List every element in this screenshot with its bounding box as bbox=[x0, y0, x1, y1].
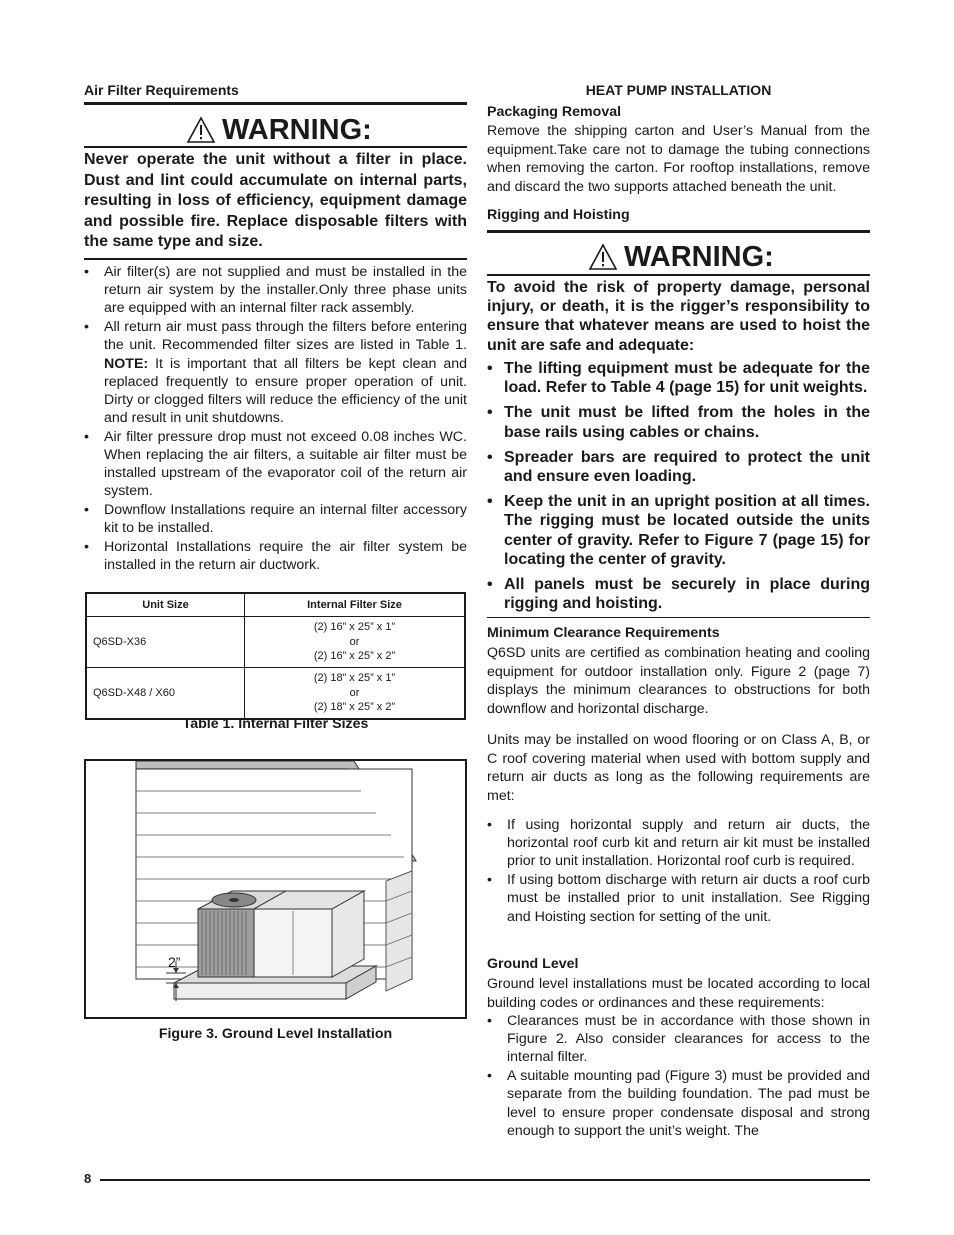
table-header-row bbox=[86, 593, 465, 617]
table-row bbox=[86, 617, 465, 668]
list-item: • All panels must be securely in place during rigging and hoisting. bbox=[487, 575, 870, 613]
section-rule bbox=[487, 230, 870, 233]
list-item: • If using bottom discharge with return air ducts a roof curb must be installed prior to unit installation. See Rigging and Hoisting section for setting of the unit. bbox=[487, 871, 870, 926]
internal-filter-table bbox=[85, 592, 466, 720]
warning-rule-bottom bbox=[487, 617, 870, 618]
warning-heading bbox=[588, 241, 774, 273]
warning-title: WARNING: bbox=[624, 241, 774, 273]
filter-size-line: (2) 18” x 25” x 2” bbox=[313, 701, 396, 714]
warning-rule bbox=[487, 274, 870, 276]
filter-size-line: (2) 18” x 25” x 1” bbox=[313, 672, 396, 685]
list-item: • Air filter pressure drop must not exceed 0.08 inches WC. When replacing the air filters, a suitable air filter must be installed upstream of the evaporator coil of the return air system. bbox=[84, 428, 467, 501]
filter-size-line: (2) 16” x 25” x 1” bbox=[313, 621, 396, 634]
filter-requirements-list bbox=[84, 263, 467, 575]
ground-level-figure bbox=[84, 759, 467, 1019]
list-item: • If using horizontal supply and return air ducts, the horizontal roof curb kit and return air kit must be installed prior to unit installation. Horizontal roof curb is required. bbox=[487, 816, 870, 871]
ground-level-text: Ground level installations must be located according to local building codes or ordinances and these requirements: bbox=[487, 976, 870, 1011]
minimum-clearance-title: Minimum Clearance Requirements bbox=[487, 625, 720, 641]
unit-size-cell: Q6SD-X48 / X60 bbox=[86, 668, 245, 720]
filter-warning-text: Never operate the unit without a filter in place. Dust and lint could accumulate on internal parts, resulting in loss of efficiency, equipment damage and possible fire. Replace disposable filters with the same type and size. bbox=[84, 151, 467, 250]
list-item: • Downflow Installations require an internal filter accessory kit to be installed. bbox=[84, 501, 467, 537]
filter-size-cell bbox=[245, 668, 466, 720]
list-item: • Clearances must be in accordance with those shown in Figure 2. Also consider clearances for access to the internal filter. bbox=[487, 1012, 870, 1067]
list-item bbox=[84, 318, 467, 427]
list-item: • Spreader bars are required to protect the unit and ensure even loading. bbox=[487, 448, 870, 486]
warning-heading bbox=[186, 114, 372, 146]
list-item: • Air filter(s) are not supplied and must be installed in the return air system by the installer.Only three phase units are equipped with an internal filter rack assembly. bbox=[84, 263, 467, 318]
warning-rule bbox=[84, 146, 467, 148]
table-header-unit-size: Unit Size bbox=[86, 593, 245, 617]
warning-title: WARNING: bbox=[222, 114, 372, 146]
page-number: 8 bbox=[84, 1171, 92, 1186]
clearance-paragraph-1: Q6SD units are certified as combination heating and cooling equipment for outdoor installation only. Figure 2 (page 7) displays the minimum clearances to obstructions for both downflow and horizontal discharge. bbox=[487, 645, 870, 717]
rigging-warning-list bbox=[487, 359, 870, 619]
list-item: • The lifting equipment must be adequate for the load. Refer to Table 4 (page 15) for unit weights. bbox=[487, 359, 870, 397]
filter-size-cell bbox=[245, 617, 466, 668]
list-item: • Keep the unit in an upright position at all times. The rigging must be located outside the units center of gravity. Refer to Figure 7 (page 15) for locating the center of gravity. bbox=[487, 492, 870, 569]
heat-pump-section-title: HEAT PUMP INSTALLATION bbox=[585, 82, 772, 98]
packaging-removal-title: Packaging Removal bbox=[487, 104, 622, 120]
list-item: • The unit must be lifted from the holes in the base rails using cables or chains. bbox=[487, 403, 870, 441]
filter-size-line: (2) 16” x 25” x 2” bbox=[313, 650, 396, 663]
list-item: • A suitable mounting pad (Figure 3) must be provided and separate from the building foundation. The pad must be level to ensure proper condensate disposal and strong enough to support the unit’s weight. The bbox=[487, 1067, 870, 1140]
figure-caption: Figure 3. Ground Level Installation bbox=[158, 1026, 393, 1042]
list-item: • Horizontal Installations require the air filter system be installed in the return air ductwork. bbox=[84, 538, 467, 574]
table-row bbox=[86, 668, 465, 720]
air-filter-section-title: Air Filter Requirements bbox=[84, 82, 239, 98]
filter-size-or: or bbox=[349, 686, 360, 699]
rigging-warning-intro: To avoid the risk of property damage, personal injury, or death, it is the rigger’s responsibility to ensure that whatever means are used to hoist the unit are safe and adequate: bbox=[487, 279, 870, 354]
ground-level-list bbox=[487, 1012, 870, 1140]
clearance-paragraph-2: Units may be installed on wood flooring or on Class A, B, or C roof covering material when used with bottom supply and return air ducts as long as the following requirements are met: bbox=[487, 732, 870, 804]
ground-level-title: Ground Level bbox=[487, 956, 579, 972]
rigging-title: Rigging and Hoisting bbox=[487, 207, 630, 223]
filter-size-or: or bbox=[349, 635, 360, 648]
footer-rule bbox=[100, 1179, 870, 1181]
warning-rule-bottom bbox=[84, 258, 467, 260]
note-label: NOTE: bbox=[104, 355, 149, 372]
warning-triangle-icon bbox=[186, 116, 216, 144]
warning-triangle-icon bbox=[588, 243, 618, 271]
dimension-label: 2” bbox=[168, 954, 181, 970]
table-header-filter-size: Internal Filter Size bbox=[245, 593, 466, 617]
list-item-text: All return air must pass through the filters before entering the unit. Recommended filter sizes are listed in Table 1. NOTE: It is important that all filters be kept clean and replaced frequently to ensure proper operation of unit. Dirty or clogged filters will reduce the efficiency of the unit and result in unit shutdowns. bbox=[104, 319, 467, 427]
unit-size-cell: Q6SD-X36 bbox=[86, 617, 245, 668]
packaging-removal-text: Remove the shipping carton and User’s Manual from the equipment.Take care not to damage the tubing connections when removing the carton. For rooftop installations, remove and discard the two supports attached beneath the unit. bbox=[487, 123, 870, 195]
table-caption: Table 1. Internal Filter Sizes bbox=[182, 716, 369, 732]
ground-installation-illustration bbox=[86, 761, 465, 1017]
section-rule bbox=[84, 102, 467, 105]
clearance-list bbox=[487, 816, 870, 926]
